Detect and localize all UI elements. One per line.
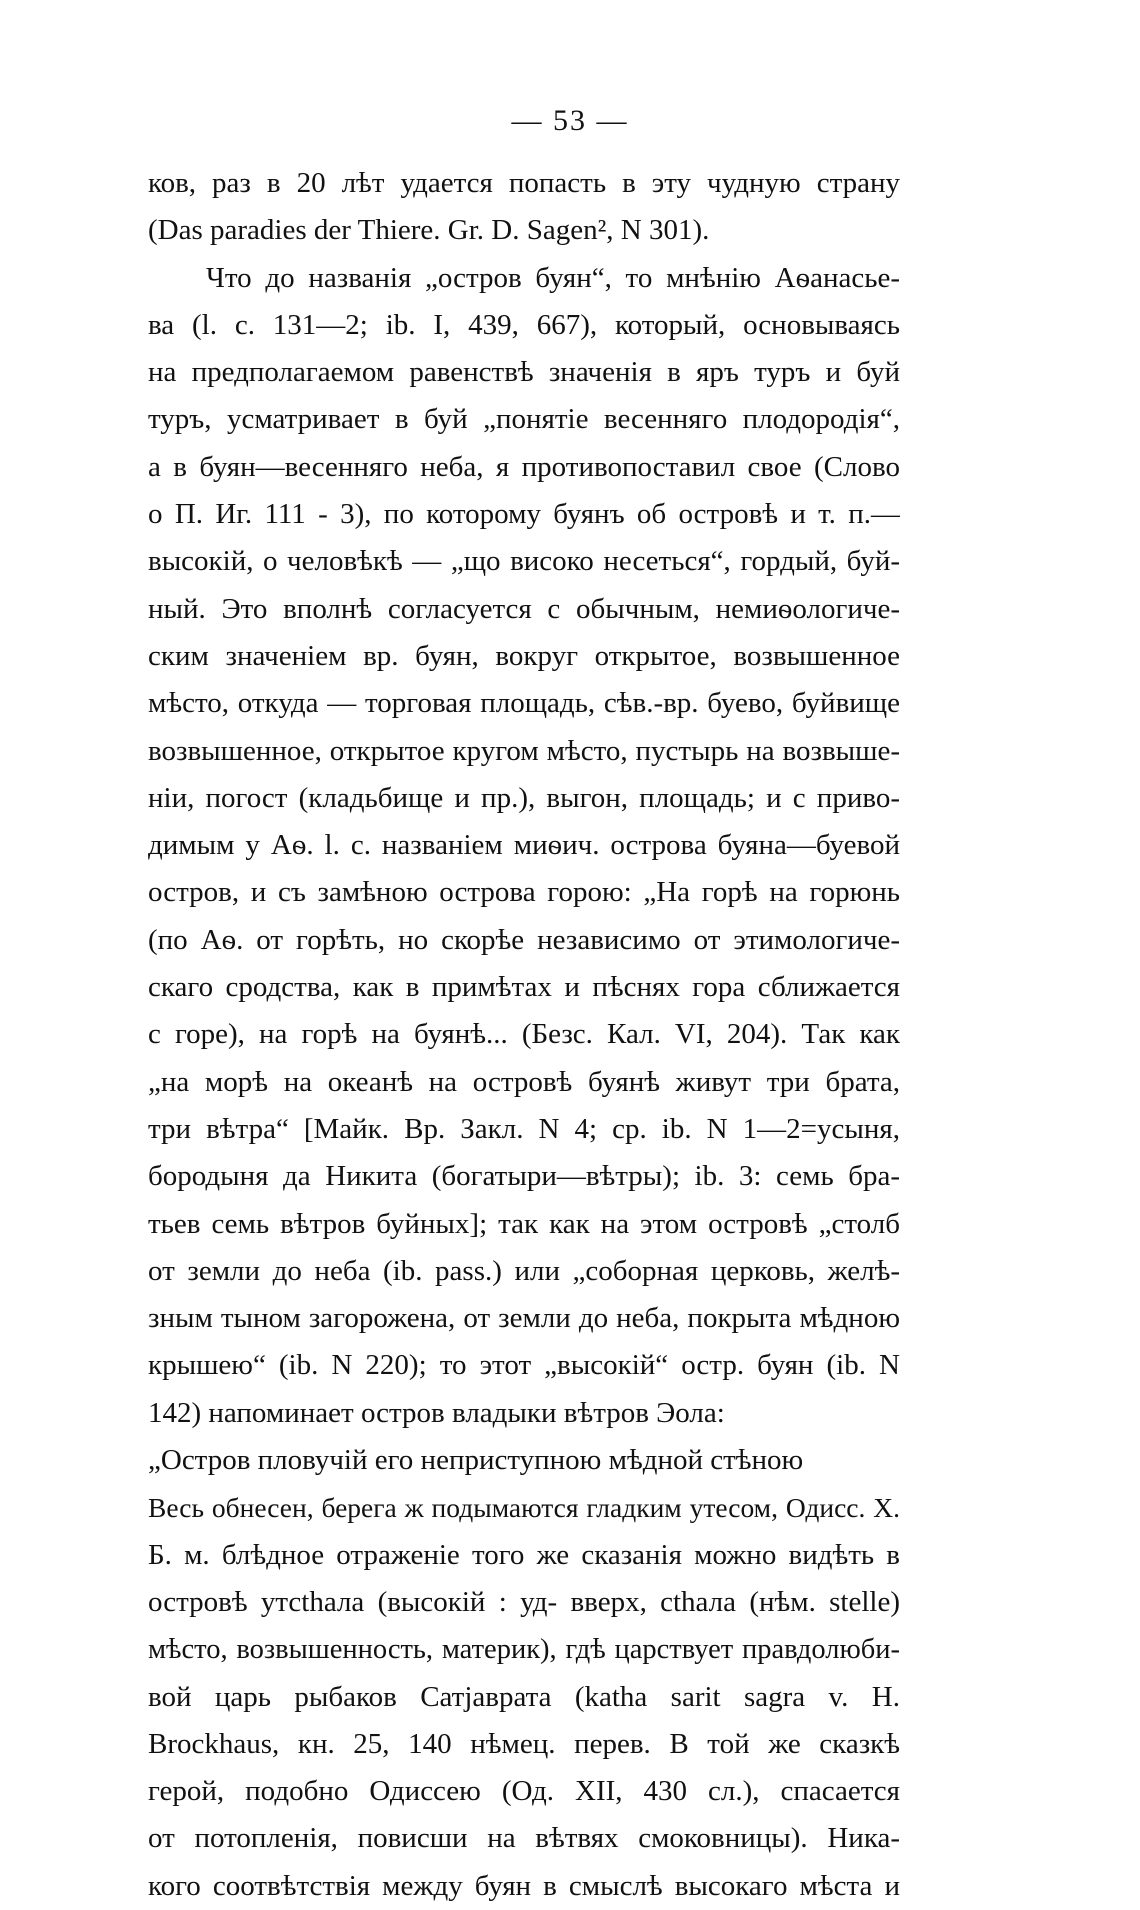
text-line: от потопленія, повисши на вѣтвях смоковницы). Ника- — [148, 1822, 900, 1855]
text-line: ским значеніем вр. буян, вокруг открытое, возвышенное — [148, 639, 900, 672]
text-line: остров, и съ замѣною острова горою: „На горѣ на горюнь — [148, 876, 900, 909]
text-line: (по Аѳ. от горѣть, но скорѣе независимо от этимологиче- — [148, 923, 900, 956]
text-line: скаго сродства, как в примѣтах и пѣснях гора сближается — [148, 971, 900, 1004]
text-line: туръ, усматривает в буй „понятіе весенняго плодородія“, — [148, 403, 900, 436]
text-line: о П. Иг. 111 - 3), по которому буянъ об островѣ и т. п.— — [148, 498, 900, 531]
text-line: ніи, погост (кладьбище и пр.), выгон, площадь; и с приво- — [148, 781, 900, 814]
body-text — [148, 160, 900, 1910]
text-line: крышею“ (ib. N 220); то этот „высокій“ остр. буян (ib. N — [148, 1349, 900, 1382]
text-line: „Остров пловучій его неприступною мѣдной стѣною — [148, 1444, 804, 1477]
text-line: мѣсто, откуда — торговая площадь, сѣв.-вр. буево, буйвище — [148, 687, 900, 720]
text-line: (Das paradies der Thiere. Gr. D. Sagen², N 301). — [148, 214, 710, 247]
text-line: Б. м. блѣдное отраженіе того же сказанія можно видѣть в — [148, 1538, 900, 1571]
text-line: а в буян—весенняго неба, я противопоставил свое (Слово — [148, 450, 900, 483]
text-line: кого соотвѣтствія между буян в смыслѣ высокаго мѣста и — [148, 1869, 900, 1902]
text-line: 142) напоминает остров владыки вѣтров Эола: — [148, 1396, 725, 1429]
text-line: ва (l. c. 131—2; ib. I, 439, 667), который, основываясь — [148, 308, 900, 341]
text-line: возвышенное, открытое кругом мѣсто, пустырь на возвыше- — [148, 734, 900, 767]
text-line: димым у Аѳ. l. c. названіем миѳич. острова буяна—буевой — [148, 829, 900, 862]
text-line: тьев семь вѣтров буйных]; так как на этом островѣ „столб — [148, 1207, 900, 1240]
text-line: высокій, о человѣкѣ — „що високо несеться“, гордый, буй- — [148, 545, 900, 578]
text-line: островѣ утсthала (высокій : уд- вверх, сthала (нѣм. stelle) — [148, 1585, 900, 1618]
page-number: — 53 — — [511, 104, 629, 137]
text-line: ный. Это вполнѣ согласуется с обычным, немиѳологиче- — [148, 592, 900, 625]
text-line: Что до названія „остров буян“, то мнѣнію Аѳанасье- — [206, 261, 900, 294]
text-line: с горе), на горѣ на буянѣ... (Безс. Кал. VI, 204). Так как — [148, 1018, 900, 1051]
text-line: на предполагаемом равенствѣ значенія в яръ туръ и буй — [148, 356, 900, 389]
text-line: Весь обнесен, берега ж подымаются гладким утесом, Одисс. X. — [148, 1492, 900, 1524]
text-line: от земли до неба (ib. pass.) или „соборная церковь, желѣ- — [148, 1254, 900, 1287]
text-line: зным тыном загорожена, от земли до неба, покрыта мѣдною — [148, 1302, 900, 1335]
text-line: бородыня да Никита (богатыри—вѣтры); ib. 3: семь бра- — [148, 1160, 900, 1193]
text-line: герой, подобно Одиссею (Од. XII, 430 сл.), спасается — [148, 1775, 900, 1808]
text-line: мѣсто, возвышенность, материк), гдѣ царствует правдолюби- — [148, 1634, 900, 1666]
text-line: вой царь рыбаков Сатjаврата (katha sarit sagra v. H. — [148, 1680, 900, 1713]
text-line: Brockhaus, кн. 25, 140 нѣмец. перев. В той же сказкѣ — [148, 1727, 900, 1760]
text-line: три вѣтра“ [Майк. Вр. Закл. N 4; ср. ib. N 1—2=усыня, — [148, 1112, 900, 1145]
text-line: ков, раз в 20 лѣт удается попасть в эту чудную страну — [148, 167, 900, 199]
text-line: „на морѣ на океанѣ на островѣ буянѣ живут три брата, — [148, 1065, 900, 1098]
